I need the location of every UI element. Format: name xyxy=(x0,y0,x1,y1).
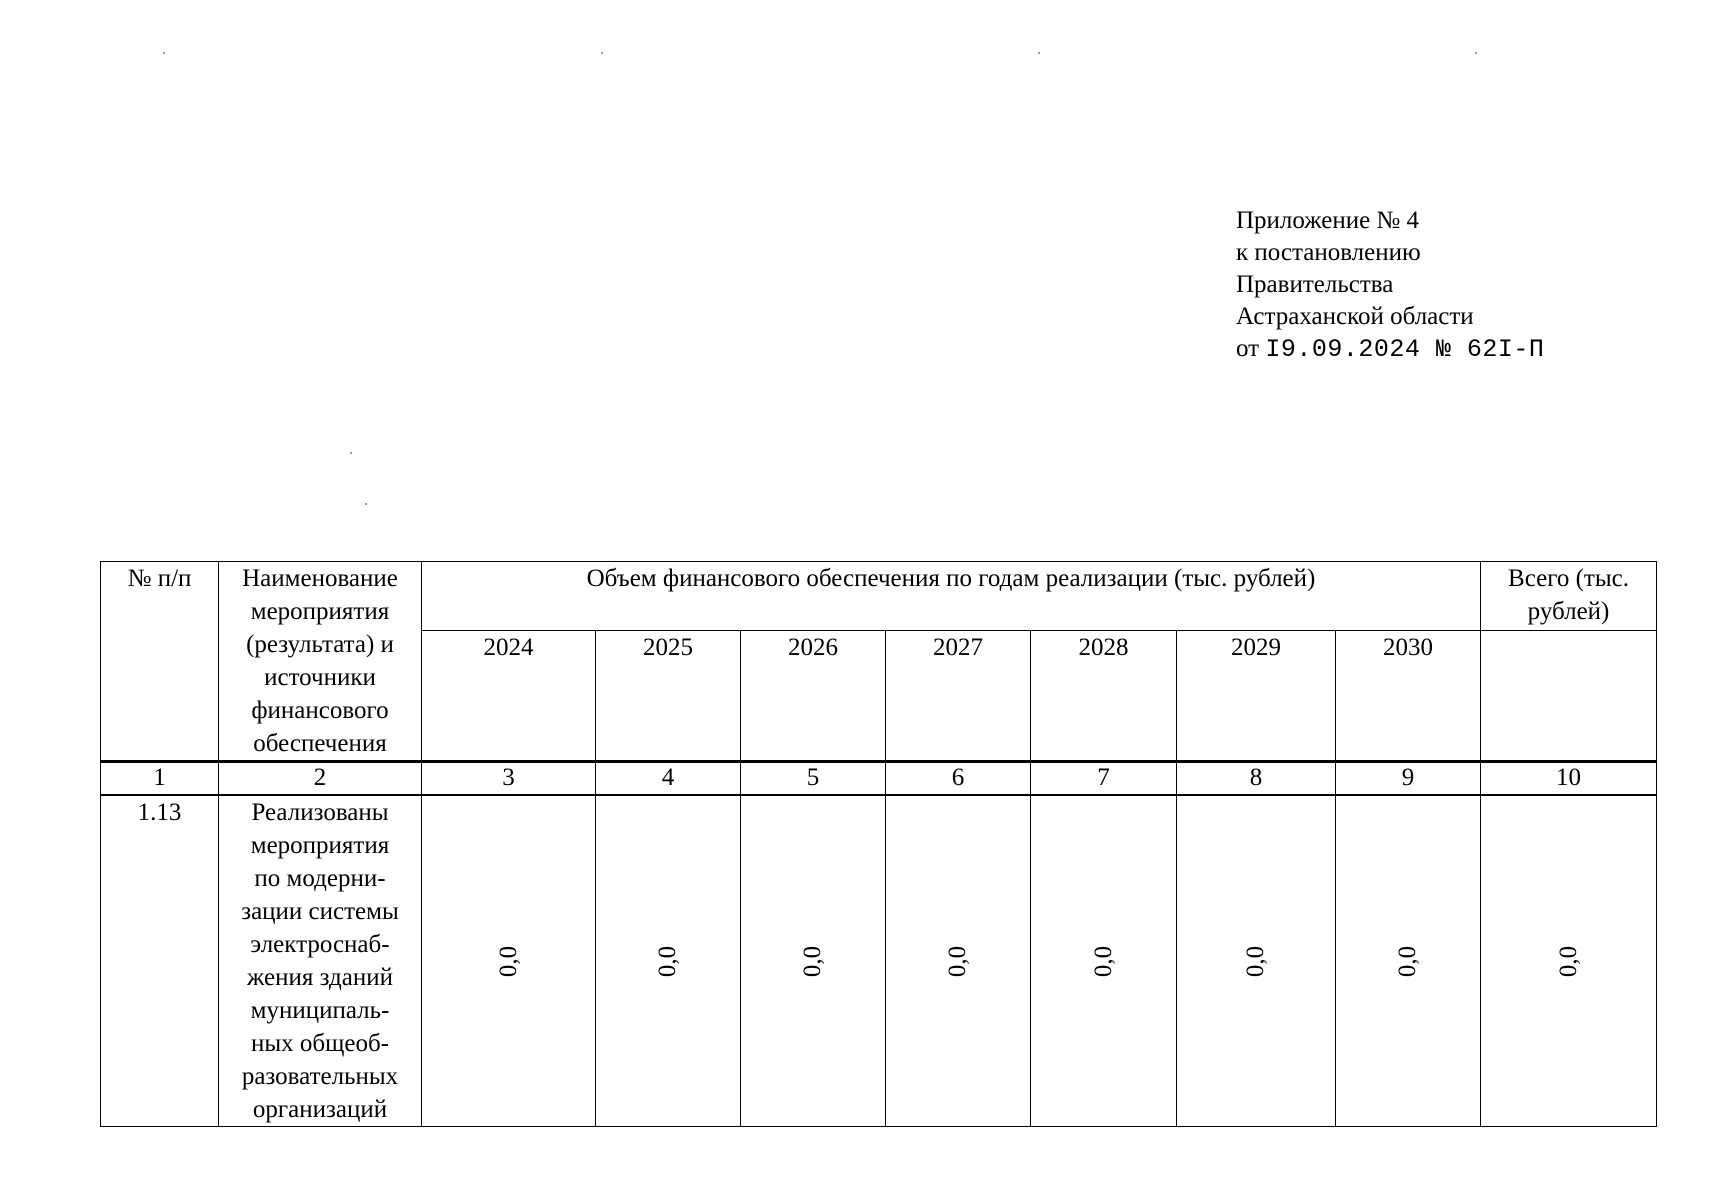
header-num: № п/п xyxy=(101,562,219,762)
column-number: 3 xyxy=(422,762,596,796)
column-number: 9 xyxy=(1336,762,1481,796)
scan-speck xyxy=(163,52,165,54)
row-name-line: мероприятия xyxy=(250,832,390,859)
value-2027: 0,0 xyxy=(944,945,972,977)
column-number: 4 xyxy=(596,762,741,796)
financing-table xyxy=(100,561,1657,1127)
scan-speck xyxy=(1038,52,1040,54)
row-name-line: электроснаб- xyxy=(250,931,390,958)
scan-speck xyxy=(1475,52,1477,54)
value-cell xyxy=(596,795,741,1127)
column-number: 1 xyxy=(101,762,219,796)
column-number: 8 xyxy=(1177,762,1336,796)
row-name-line: ных общеоб- xyxy=(250,1030,390,1057)
row-name-text xyxy=(223,796,417,1126)
value-2029: 0,0 xyxy=(1242,945,1270,977)
column-number-row xyxy=(101,762,1657,796)
column-number: 6 xyxy=(886,762,1031,796)
appendix-date-prefix: от xyxy=(1236,335,1260,362)
column-number: 5 xyxy=(741,762,886,796)
header-volume: Объем финансового обеспечения по годам реализации (тыс. рублей) xyxy=(422,562,1481,631)
header-total-empty xyxy=(1481,630,1657,761)
column-number: 7 xyxy=(1031,762,1177,796)
value-2024: 0,0 xyxy=(495,945,522,977)
header-year: 2028 xyxy=(1031,630,1177,761)
value-cell xyxy=(1177,795,1336,1127)
appendix-line-government: Правительства xyxy=(1236,271,1394,298)
header-row-main xyxy=(101,562,1657,631)
scan-speck xyxy=(350,452,352,454)
header-name: Наименование мероприятия (результата) и источники финансового обеспечения xyxy=(219,562,422,762)
value-total: 0,0 xyxy=(1555,945,1583,977)
row-name-line: зации системы xyxy=(241,898,399,925)
value-2028: 0,0 xyxy=(1090,945,1117,977)
value-2025: 0,0 xyxy=(654,945,682,977)
value-cell xyxy=(422,795,596,1127)
table-row xyxy=(101,795,1657,1127)
row-name-line: по модерни- xyxy=(254,865,386,892)
appendix-line-region: Астраханской области xyxy=(1236,303,1474,330)
header-year: 2025 xyxy=(596,630,741,761)
row-name xyxy=(219,795,422,1127)
scan-speck xyxy=(365,503,367,505)
row-name-line: жения зданий xyxy=(247,964,393,991)
total-cell xyxy=(1481,795,1657,1127)
value-cell xyxy=(1336,795,1481,1127)
appendix-title: Приложение № 4 xyxy=(1236,207,1420,234)
appendix-line-to-resolution: к постановлению xyxy=(1236,239,1421,266)
value-cell xyxy=(886,795,1031,1127)
row-name-line: разовательных xyxy=(241,1063,399,1090)
row-name-line: муниципаль- xyxy=(250,997,390,1024)
value-2030: 0,0 xyxy=(1394,945,1422,977)
header-year: 2029 xyxy=(1177,630,1336,761)
appendix-date-line xyxy=(1236,333,1544,366)
header-year: 2026 xyxy=(741,630,886,761)
row-name-line: Реализованы xyxy=(251,799,389,826)
column-number: 10 xyxy=(1481,762,1657,796)
header-year: 2024 xyxy=(422,630,596,761)
appendix-block xyxy=(1236,205,1544,366)
scan-speck xyxy=(601,52,603,54)
row-number: 1.13 xyxy=(101,795,219,1127)
appendix-date-number: I9.09.2024 № 62I-П xyxy=(1265,335,1545,364)
row-name-line: организаций xyxy=(252,1096,388,1123)
value-cell xyxy=(1031,795,1177,1127)
value-2026: 0,0 xyxy=(799,945,827,977)
value-cell xyxy=(741,795,886,1127)
header-year: 2027 xyxy=(886,630,1031,761)
header-year: 2030 xyxy=(1336,630,1481,761)
column-number: 2 xyxy=(219,762,422,796)
header-total: Всего (тыс. рублей) xyxy=(1481,562,1657,631)
